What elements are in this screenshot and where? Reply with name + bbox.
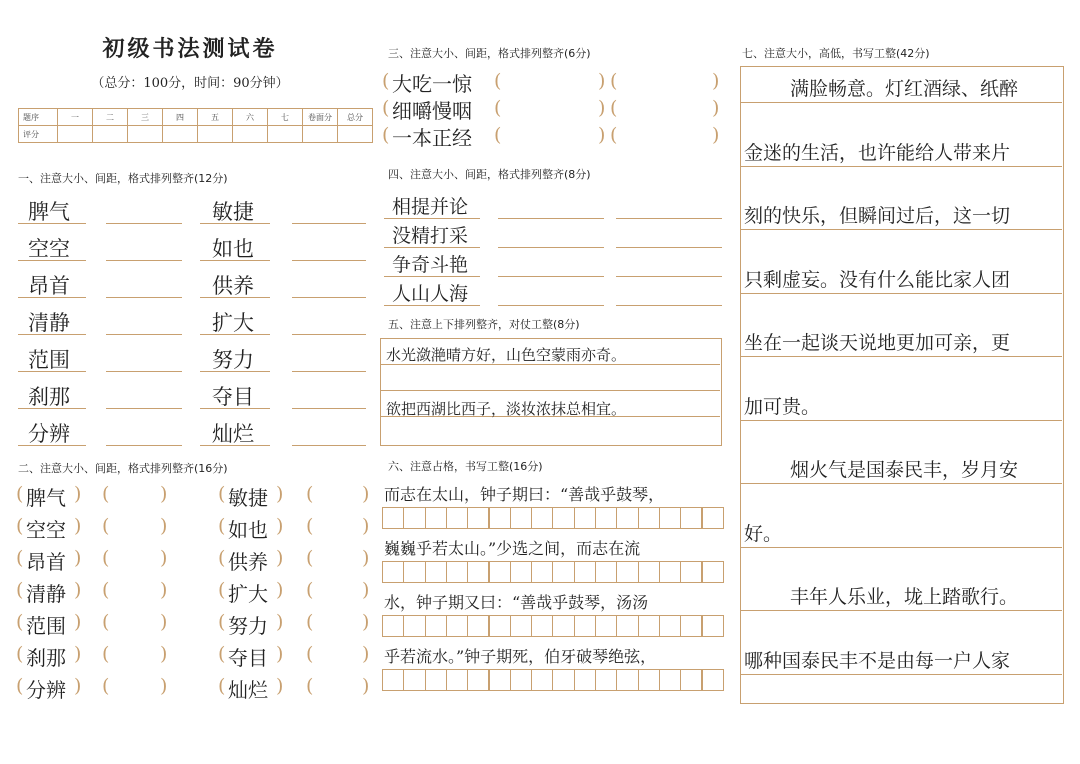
idiom-label: 一本正经 — [392, 126, 472, 150]
writing-line[interactable] — [292, 223, 366, 224]
answer-blank[interactable] — [112, 515, 156, 539]
open-paren: ( — [306, 579, 314, 601]
score-cell[interactable] — [128, 126, 163, 143]
essay-line: 加可贵。 — [744, 395, 821, 418]
underline — [18, 297, 86, 298]
answer-blank[interactable] — [316, 483, 358, 507]
writing-cell[interactable] — [510, 669, 532, 691]
writing-cell[interactable] — [382, 669, 404, 691]
word-label: 供养 — [228, 550, 268, 574]
essay-line: 金迷的生活，也许能给人带来片 — [744, 141, 1011, 164]
close-paren: ) — [598, 124, 606, 146]
section5-title: 五、注意上下排列整齐，对仗工整(8分) — [388, 318, 580, 331]
open-paren: ( — [610, 97, 618, 119]
word-label: 分辨 — [28, 422, 70, 446]
word-label: 脾气 — [28, 200, 70, 224]
writing-cell[interactable] — [680, 507, 702, 529]
close-paren: ) — [160, 611, 168, 633]
open-paren: ( — [16, 675, 24, 697]
word-label: 空空 — [26, 518, 66, 542]
answer-blank[interactable] — [316, 611, 358, 635]
writing-cell[interactable] — [467, 561, 489, 583]
writing-cell[interactable] — [552, 615, 574, 637]
text-line: 乎若流水。”钟子期死，伯牙破琴绝弦， — [384, 647, 657, 666]
close-paren: ) — [362, 515, 370, 537]
writing-cell[interactable] — [574, 615, 596, 637]
score-cell[interactable] — [303, 126, 338, 143]
writing-row[interactable] — [740, 484, 1062, 509]
score-cell[interactable] — [198, 126, 233, 143]
close-paren: ) — [276, 611, 284, 633]
underline — [18, 223, 86, 224]
writing-line[interactable] — [616, 276, 722, 277]
open-paren: ( — [494, 70, 502, 92]
writing-cell[interactable] — [446, 669, 468, 691]
close-paren: ) — [276, 579, 284, 601]
close-paren: ) — [74, 643, 82, 665]
writing-cell[interactable] — [595, 669, 617, 691]
close-paren: ) — [276, 547, 284, 569]
open-paren: ( — [16, 515, 24, 537]
idiom-label: 人山人海 — [392, 283, 469, 305]
page-subtitle: （总分：100分，时间：90分钟） — [91, 76, 289, 91]
writing-row[interactable] — [740, 675, 1062, 700]
writing-cell[interactable] — [531, 507, 553, 529]
score-cell: 一 — [58, 109, 93, 126]
writing-line[interactable] — [498, 247, 604, 248]
open-paren: ( — [382, 97, 390, 119]
close-paren: ) — [276, 675, 284, 697]
underline — [200, 371, 270, 372]
underline — [384, 218, 480, 219]
writing-cell[interactable] — [680, 561, 702, 583]
writing-line[interactable] — [498, 305, 604, 306]
close-paren: ) — [362, 547, 370, 569]
answer-blank[interactable] — [506, 97, 596, 121]
underline — [200, 223, 270, 224]
close-paren: ) — [362, 579, 370, 601]
text-line: 而志在太山，钟子期曰：“善哉乎鼓琴， — [384, 485, 665, 504]
writing-cell[interactable] — [403, 669, 425, 691]
idiom-label: 相提并论 — [392, 196, 469, 218]
writing-cell[interactable] — [403, 615, 425, 637]
essay-line: 哪种国泰民丰不是由每一户人家 — [744, 649, 1011, 672]
section3-title: 三、注意大小、间距，格式排列整齐(6分) — [388, 47, 591, 60]
score-cell[interactable] — [93, 126, 128, 143]
word-label: 分辨 — [26, 678, 66, 702]
close-paren: ) — [712, 97, 720, 119]
open-paren: ( — [494, 124, 502, 146]
open-paren: ( — [306, 483, 314, 505]
writing-cell[interactable] — [659, 615, 681, 637]
underline — [200, 445, 270, 446]
open-paren: ( — [102, 483, 110, 505]
open-paren: ( — [16, 483, 24, 505]
writing-row[interactable] — [380, 364, 720, 390]
writing-cell[interactable] — [638, 615, 660, 637]
open-paren: ( — [306, 643, 314, 665]
score-table-score-row — [19, 126, 373, 143]
open-paren: ( — [494, 97, 502, 119]
close-paren: ) — [160, 643, 168, 665]
open-paren: ( — [382, 124, 390, 146]
close-paren: ) — [74, 675, 82, 697]
writing-cell[interactable] — [680, 669, 702, 691]
open-paren: ( — [102, 675, 110, 697]
writing-cell[interactable] — [489, 669, 511, 691]
poem-line: 水光潋滟晴方好，山色空蒙雨亦奇。 — [386, 346, 627, 364]
word-label: 夺目 — [228, 646, 268, 670]
close-paren: ) — [598, 97, 606, 119]
writing-line[interactable] — [106, 297, 182, 298]
close-paren: ) — [362, 643, 370, 665]
close-paren: ) — [362, 675, 370, 697]
word-label: 供养 — [212, 274, 254, 298]
underline — [18, 371, 86, 372]
writing-cell[interactable] — [638, 669, 660, 691]
close-paren: ) — [74, 547, 82, 569]
score-cell: 总分 — [338, 109, 373, 126]
score-cell: 五 — [198, 109, 233, 126]
writing-cell[interactable] — [446, 561, 468, 583]
writing-cell[interactable] — [489, 507, 511, 529]
writing-cell[interactable] — [467, 507, 489, 529]
page-title: 初级书法测试卷 — [102, 36, 278, 62]
word-label: 夺目 — [212, 385, 254, 409]
writing-line[interactable] — [106, 408, 182, 409]
writing-cell[interactable] — [616, 561, 638, 583]
open-paren: ( — [610, 124, 618, 146]
score-cell[interactable] — [338, 126, 373, 143]
writing-cell[interactable] — [595, 561, 617, 583]
writing-cell[interactable] — [574, 669, 596, 691]
word-label: 空空 — [28, 237, 70, 261]
writing-cell[interactable] — [446, 507, 468, 529]
writing-row[interactable] — [740, 103, 1062, 128]
writing-line[interactable] — [292, 445, 366, 446]
score-cell[interactable] — [233, 126, 268, 143]
word-label: 灿烂 — [228, 678, 268, 702]
underline — [18, 408, 86, 409]
writing-cell[interactable] — [702, 615, 724, 637]
open-paren: ( — [218, 547, 226, 569]
writing-line[interactable] — [106, 223, 182, 224]
open-paren: ( — [102, 579, 110, 601]
writing-line[interactable] — [616, 305, 722, 306]
writing-cell[interactable] — [403, 561, 425, 583]
answer-blank[interactable] — [622, 70, 710, 94]
essay-line: 刻的快乐，但瞬间过后，这一切 — [744, 205, 1011, 227]
open-paren: ( — [306, 547, 314, 569]
open-paren: ( — [16, 643, 24, 665]
writing-cell[interactable] — [489, 615, 511, 637]
essay-line: 满脸畅意。灯红酒绿、纸醉 — [790, 78, 1019, 100]
writing-cell[interactable] — [552, 507, 574, 529]
writing-cell[interactable] — [595, 507, 617, 529]
close-paren: ) — [160, 547, 168, 569]
writing-line[interactable] — [106, 334, 182, 335]
section7-title: 七、注意大小，高低，书写工整(42分) — [742, 47, 930, 60]
open-paren: ( — [218, 611, 226, 633]
open-paren: ( — [218, 515, 226, 537]
close-paren: ) — [362, 483, 370, 505]
open-paren: ( — [102, 611, 110, 633]
writing-line[interactable] — [292, 408, 366, 409]
writing-cell[interactable] — [659, 669, 681, 691]
writing-line[interactable] — [106, 445, 182, 446]
open-paren: ( — [218, 579, 226, 601]
writing-cell[interactable] — [467, 615, 489, 637]
writing-cell[interactable] — [510, 561, 532, 583]
close-paren: ) — [74, 579, 82, 601]
word-label: 努力 — [212, 348, 254, 372]
writing-line[interactable] — [292, 260, 366, 261]
writing-row[interactable] — [740, 611, 1062, 636]
open-paren: ( — [218, 675, 226, 697]
writing-line[interactable] — [498, 218, 604, 219]
close-paren: ) — [74, 515, 82, 537]
ruled-line — [380, 390, 720, 391]
writing-cell[interactable] — [425, 669, 447, 691]
writing-row[interactable] — [740, 230, 1062, 255]
word-label: 昂首 — [26, 550, 66, 574]
writing-cell[interactable] — [702, 507, 724, 529]
close-paren: ) — [362, 611, 370, 633]
close-paren: ) — [160, 675, 168, 697]
close-paren: ) — [598, 70, 606, 92]
score-cell: 七 — [268, 109, 303, 126]
essay-line: 丰年人乐业，垅上踏歌行。 — [790, 586, 1019, 608]
word-label: 如也 — [228, 518, 268, 542]
open-paren: ( — [102, 643, 110, 665]
close-paren: ) — [712, 70, 720, 92]
section2-title: 二、注意大小、间距，格式排列整齐(16分) — [18, 462, 228, 475]
open-paren: ( — [16, 611, 24, 633]
score-cell[interactable] — [58, 126, 93, 143]
writing-line[interactable] — [616, 218, 722, 219]
writing-row[interactable] — [740, 167, 1062, 192]
answer-blank[interactable] — [112, 643, 156, 667]
close-paren: ) — [160, 483, 168, 505]
word-label: 范围 — [26, 614, 66, 638]
writing-cell[interactable] — [574, 507, 596, 529]
writing-cell[interactable] — [382, 615, 404, 637]
writing-cell[interactable] — [382, 561, 404, 583]
writing-row[interactable] — [740, 294, 1062, 319]
writing-cell[interactable] — [552, 669, 574, 691]
close-paren: ) — [276, 515, 284, 537]
writing-row[interactable] — [740, 357, 1062, 382]
answer-blank[interactable] — [316, 515, 358, 539]
score-cell: 三 — [128, 109, 163, 126]
writing-cell[interactable] — [616, 507, 638, 529]
essay-line: 好。 — [744, 522, 783, 545]
underline — [200, 334, 270, 335]
idiom-label: 大吃一惊 — [392, 72, 472, 96]
writing-row[interactable] — [380, 418, 720, 444]
word-label: 清静 — [28, 311, 70, 335]
score-cell[interactable] — [268, 126, 303, 143]
underline — [200, 297, 270, 298]
essay-line: 只剩虚妄。没有什么能比家人团 — [744, 268, 1011, 291]
close-paren: ) — [160, 515, 168, 537]
writing-cell[interactable] — [425, 507, 447, 529]
writing-cell[interactable] — [638, 507, 660, 529]
writing-cell[interactable] — [446, 615, 468, 637]
answer-blank[interactable] — [622, 124, 710, 148]
close-paren: ) — [74, 483, 82, 505]
word-label: 昂首 — [28, 274, 70, 298]
writing-cell[interactable] — [531, 669, 553, 691]
word-label: 如也 — [212, 237, 254, 261]
close-paren: ) — [74, 611, 82, 633]
section6-title: 六、注意占格，书写工整(16分) — [388, 460, 543, 473]
writing-row[interactable] — [740, 548, 1062, 573]
text-line: 巍巍乎若太山。”少选之间，而志在流 — [384, 539, 641, 558]
underline — [18, 445, 86, 446]
writing-line[interactable] — [498, 276, 604, 277]
writing-cell[interactable] — [489, 561, 511, 583]
idiom-label: 细嚼慢咽 — [392, 99, 472, 123]
answer-blank[interactable] — [112, 547, 156, 571]
open-paren: ( — [218, 483, 226, 505]
idiom-label: 没精打采 — [392, 225, 469, 247]
word-label: 范围 — [28, 348, 70, 372]
open-paren: ( — [306, 611, 314, 633]
answer-blank[interactable] — [316, 675, 358, 699]
word-label: 清静 — [26, 582, 66, 606]
score-table-header-row — [19, 109, 373, 126]
writing-cell[interactable] — [425, 561, 447, 583]
poem-line: 欲把西湖比西子，淡妆浓抹总相宜。 — [386, 400, 627, 418]
answer-blank[interactable] — [506, 124, 596, 148]
writing-line[interactable] — [106, 260, 182, 261]
writing-line[interactable] — [292, 334, 366, 335]
open-paren: ( — [218, 643, 226, 665]
writing-cell[interactable] — [638, 561, 660, 583]
close-paren: ) — [276, 483, 284, 505]
open-paren: ( — [16, 579, 24, 601]
writing-cell[interactable] — [510, 615, 532, 637]
writing-cell[interactable] — [403, 507, 425, 529]
open-paren: ( — [306, 515, 314, 537]
writing-cell[interactable] — [382, 507, 404, 529]
writing-cell[interactable] — [467, 669, 489, 691]
open-paren: ( — [382, 70, 390, 92]
section4-title: 四、注意大小、间距，格式排列整齐(8分) — [388, 168, 591, 181]
score-cell: 评分 — [19, 126, 58, 143]
writing-cell[interactable] — [531, 561, 553, 583]
score-cell: 四 — [163, 109, 198, 126]
section1-title: 一、注意大小、间距，格式排列整齐(12分) — [18, 172, 228, 185]
answer-blank[interactable] — [112, 579, 156, 603]
underline — [18, 260, 86, 261]
underline — [200, 260, 270, 261]
score-table — [18, 108, 373, 143]
answer-blank[interactable] — [316, 547, 358, 571]
word-label: 扩大 — [212, 311, 254, 335]
open-paren: ( — [306, 675, 314, 697]
answer-blank[interactable] — [506, 70, 596, 94]
word-label: 刹那 — [26, 646, 66, 670]
writing-cell[interactable] — [702, 561, 724, 583]
close-paren: ) — [276, 643, 284, 665]
close-paren: ) — [160, 579, 168, 601]
writing-line[interactable] — [292, 297, 366, 298]
writing-cell[interactable] — [595, 615, 617, 637]
writing-cell[interactable] — [574, 561, 596, 583]
open-paren: ( — [102, 547, 110, 569]
open-paren: ( — [610, 70, 618, 92]
writing-cell[interactable] — [510, 507, 532, 529]
word-label: 敏捷 — [228, 486, 268, 510]
writing-cell[interactable] — [680, 615, 702, 637]
word-label: 脾气 — [26, 486, 66, 510]
underline — [384, 276, 480, 277]
score-cell[interactable] — [163, 126, 198, 143]
writing-line[interactable] — [616, 247, 722, 248]
writing-cell[interactable] — [531, 615, 553, 637]
writing-cell[interactable] — [425, 615, 447, 637]
score-cell: 六 — [233, 109, 268, 126]
underline — [384, 247, 480, 248]
answer-blank[interactable] — [316, 579, 358, 603]
open-paren: ( — [16, 547, 24, 569]
writing-line[interactable] — [292, 371, 366, 372]
score-cell: 二 — [93, 109, 128, 126]
answer-blank[interactable] — [112, 483, 156, 507]
writing-cell[interactable] — [552, 561, 574, 583]
answer-blank[interactable] — [112, 611, 156, 635]
writing-cell[interactable] — [616, 615, 638, 637]
word-label: 刹那 — [28, 385, 70, 409]
writing-cell[interactable] — [702, 669, 724, 691]
writing-cell[interactable] — [659, 507, 681, 529]
essay-line: 烟火气是国泰民丰，岁月安 — [790, 459, 1019, 481]
answer-blank[interactable] — [622, 97, 710, 121]
underline — [18, 334, 86, 335]
open-paren: ( — [102, 515, 110, 537]
word-label: 努力 — [228, 614, 268, 638]
answer-blank[interactable] — [316, 643, 358, 667]
text-line: 水，钟子期又曰：“善哉乎鼓琴，汤汤 — [384, 593, 649, 612]
word-label: 灿烂 — [212, 422, 254, 446]
underline — [200, 408, 270, 409]
essay-line: 坐在一起谈天说地更加可亲，更 — [744, 332, 1011, 354]
underline — [384, 305, 480, 306]
score-cell: 题序 — [19, 109, 58, 126]
writing-row[interactable] — [740, 421, 1062, 446]
writing-cell[interactable] — [616, 669, 638, 691]
idiom-label: 争奇斗艳 — [392, 254, 469, 276]
score-cell: 卷面分 — [303, 109, 338, 126]
word-label: 敏捷 — [212, 200, 254, 224]
writing-cell[interactable] — [659, 561, 681, 583]
close-paren: ) — [712, 124, 720, 146]
answer-blank[interactable] — [112, 675, 156, 699]
writing-line[interactable] — [106, 371, 182, 372]
word-label: 扩大 — [228, 582, 268, 606]
